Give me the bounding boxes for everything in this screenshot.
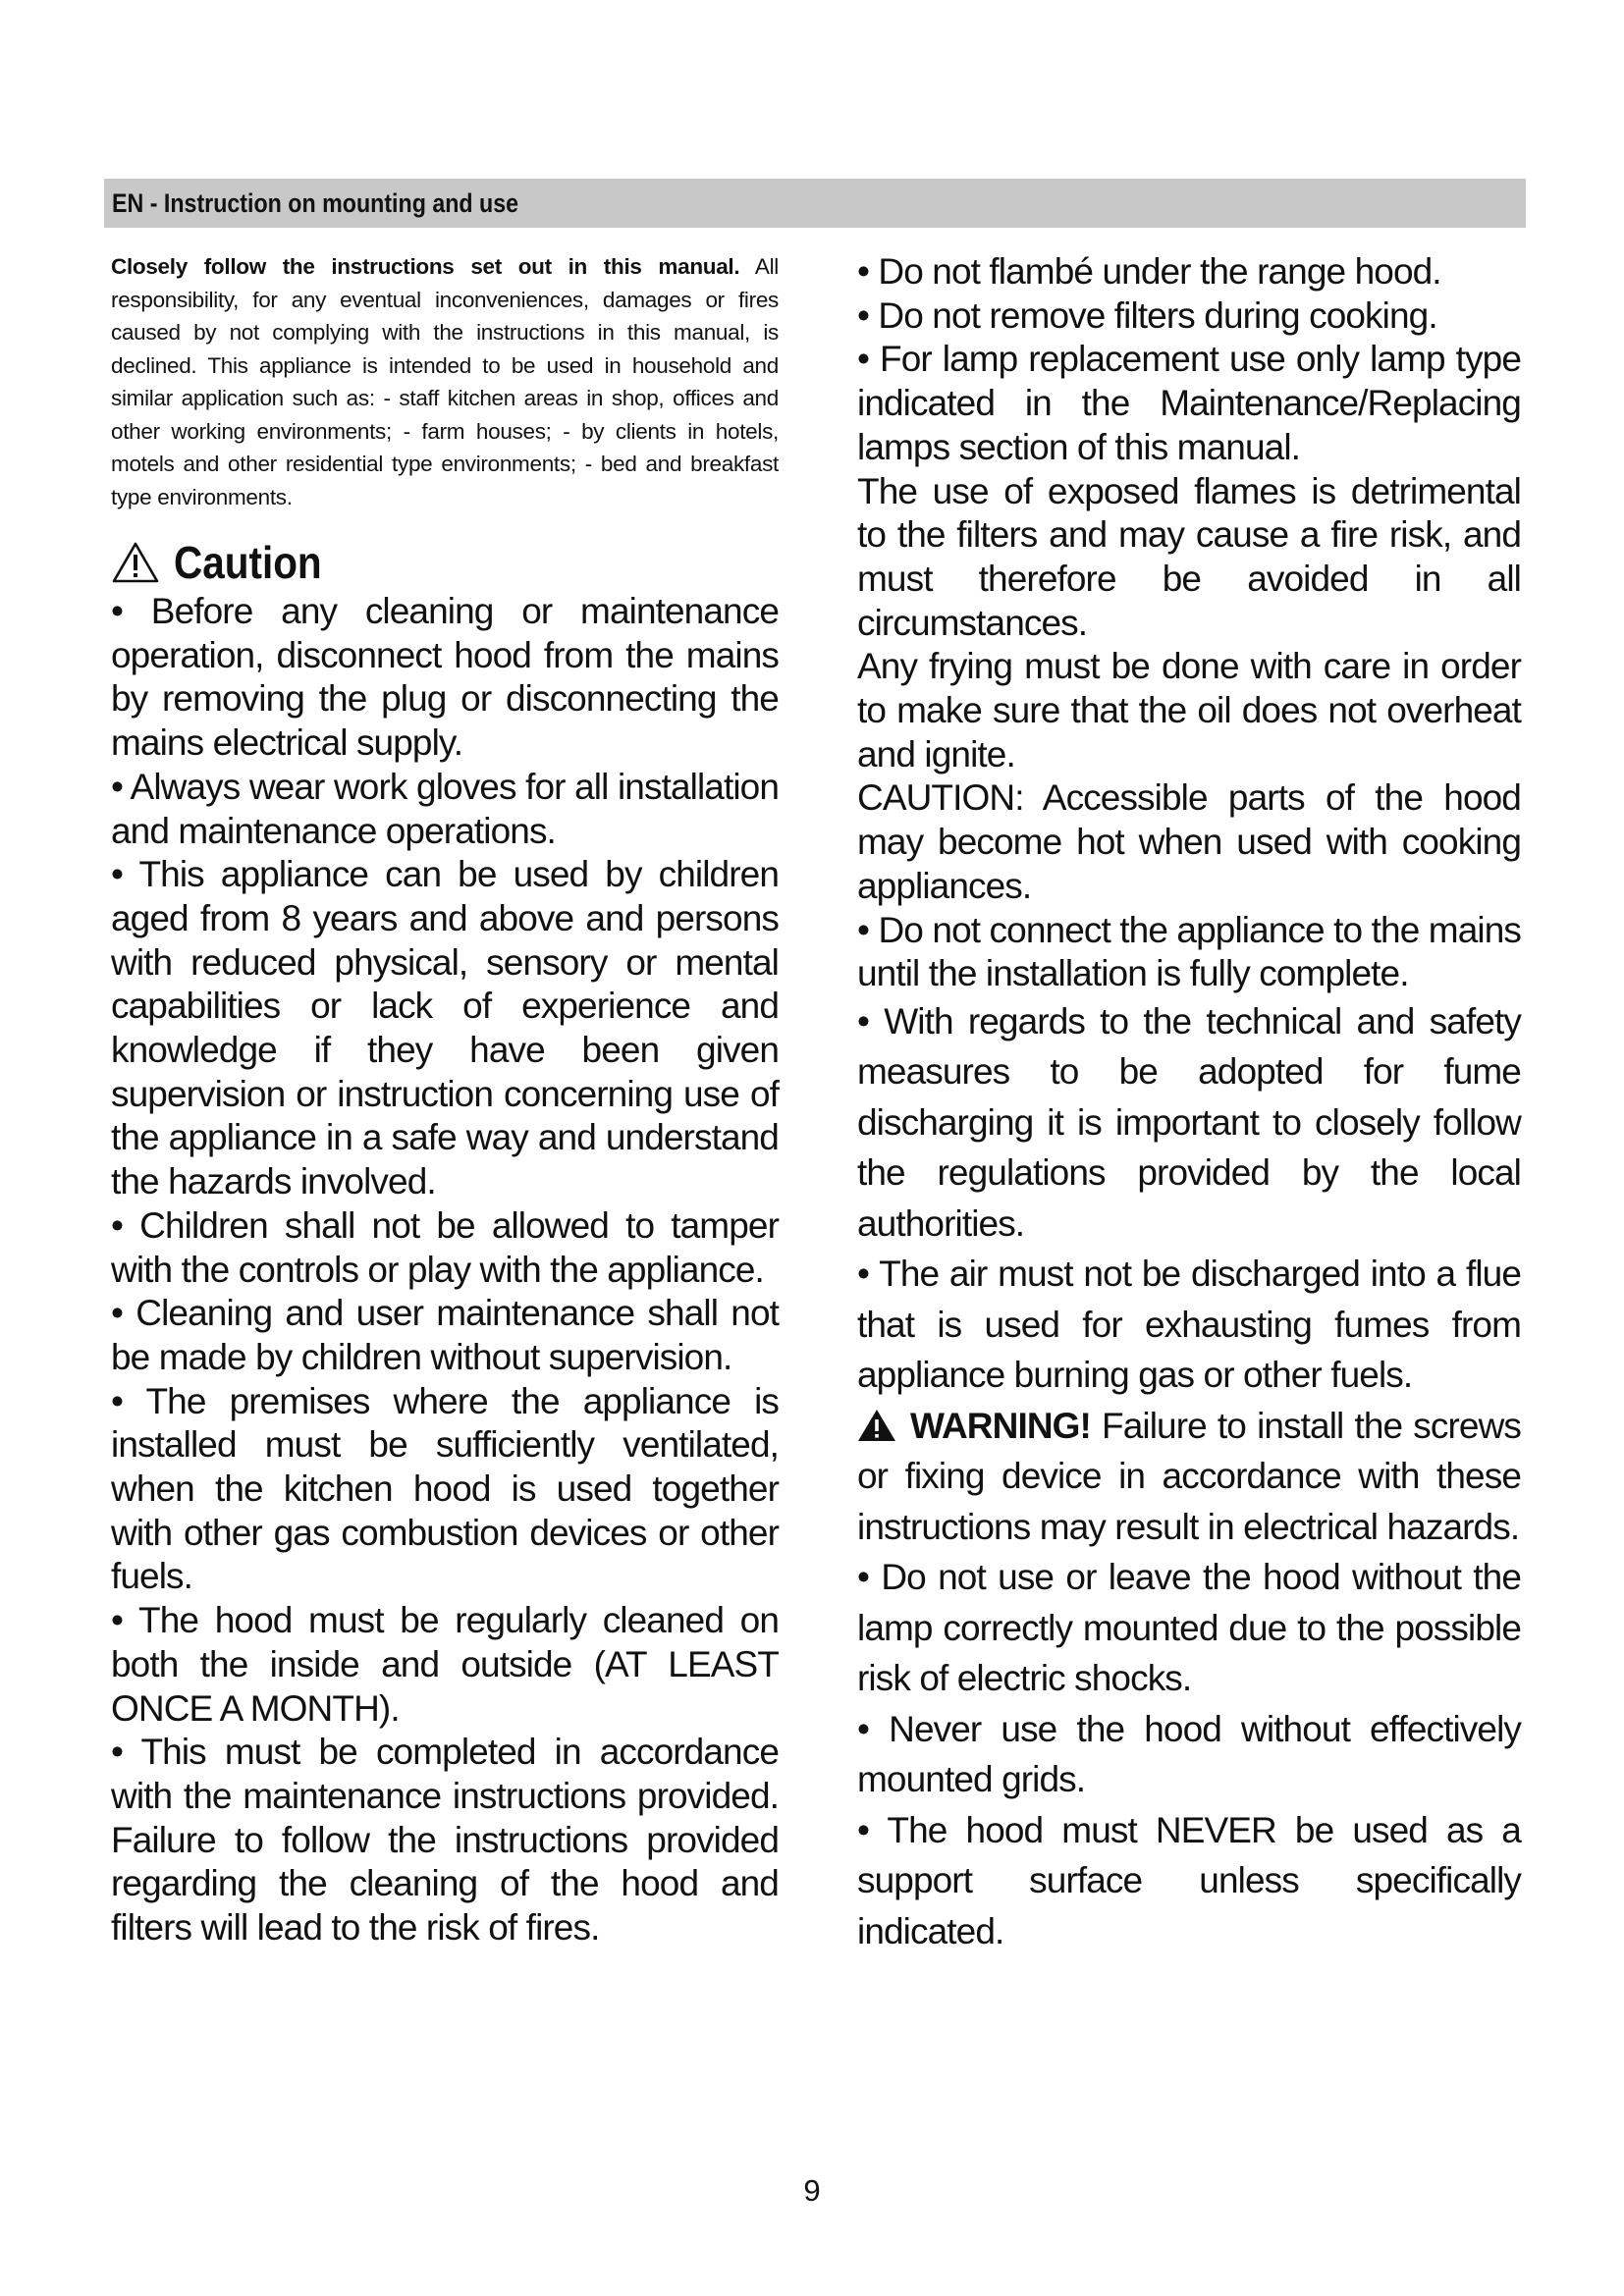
right-paragraph: CAUTION: Accessible parts of the hood may become hot when used with cooking appliances. — [857, 777, 1521, 906]
intro-text: All responsibility, for any eventual inconveniences, damages or fires caused by not complying with the instructions in this manual, is declined. This appliance is intended to be used in household and similar application such as: - staff kitchen areas in shop, offices and other working environments; - farm houses; - by clients in hotels, motels and other residential type environments; - bed and breakfast type environments. — [111, 254, 779, 509]
right-paragraph: • Do not remove filters during cooking. — [857, 294, 1437, 336]
left-paragraph: • Children shall not be allowed to tamper with the controls or play with the appliance. — [111, 1204, 779, 1290]
left-paragraph: • The premises where the appliance is installed must be sufficiently ventilated, when the kitchen hood is used together with other gas combustion devices or other fuels. — [111, 1380, 779, 1597]
left-paragraph: • The hood must be regularly cleaned on both the inside and outside (AT LEAST ONCE A MONTH). — [111, 1600, 779, 1729]
right-paragraph: • Do not flambé under the range hood. — [857, 251, 1441, 292]
page-number: 9 — [803, 2173, 821, 2208]
intro-lead: Closely follow the instructions set out in this manual. — [111, 254, 740, 279]
intro-paragraph — [111, 250, 779, 513]
right-paragraph: • With regards to the technical and safety measures to be adopted for fume discharging it is important to closely follow the regulations provided by the local authorities. — [857, 1000, 1521, 1244]
right-paragraph: • The air must not be discharged into a flue that is used for exhausting fumes from appliance burning gas or other fuels. — [857, 1254, 1521, 1396]
left-paragraph: • Cleaning and user maintenance shall not be made by children without supervision. — [111, 1293, 779, 1377]
caution-heading — [111, 535, 779, 590]
caution-title: Caution — [174, 537, 322, 588]
left-paragraph: • This appliance can be used by children aged from 8 years and above and persons with reduced physical, sensory or mental capabilities or lack of experience and knowledge if they have been given supervision or instruction concerning use of the appliance in a safe way and understand the hazards involved. — [111, 854, 779, 1202]
warning-paragraph — [857, 1401, 1521, 1553]
right-column — [857, 250, 1521, 1956]
right-paragraph: The use of exposed flames is detrimental to the filters and may cause a fire risk, and must therefore be avoided in all circumstances. — [857, 470, 1521, 643]
right-paragraph: • For lamp replacement use only lamp type indicated in the Maintenance/Replacing lamps section of this manual. — [857, 339, 1521, 467]
left-column — [111, 250, 779, 1950]
right-paragraph: • Do not use or leave the hood without the lamp correctly mounted due to the possible risk of electric shocks. — [857, 1557, 1521, 1699]
right-paragraph: • Never use the hood without effectively mounted grids. — [857, 1708, 1521, 1800]
left-paragraph: • Always wear work gloves for all installation and maintenance operations. — [111, 766, 779, 851]
right-paragraph: • The hood must NEVER be used as a support surface unless specifically indicated. — [857, 1809, 1521, 1951]
left-paragraph: • This must be completed in accordance with the maintenance instructions provided. Failure to follow the instructions provided regarding the cleaning of the hood and filters will lead to the risk of fires. — [111, 1732, 779, 1949]
left-paragraph: • Before any cleaning or maintenance operation, disconnect hood from the mains by removing the plug or disconnecting the mains electrical supply. — [111, 591, 779, 764]
warning-text: Failure to install the screws or fixing device in accordance with these instructions may result in electrical hazards. — [857, 1405, 1521, 1547]
section-header-title: EN - Instruction on mounting and use — [112, 187, 519, 218]
warning-triangle-outline-icon — [111, 541, 160, 584]
right-paragraph: Any frying must be done with care in order to make sure that the oil does not overheat and ignite. — [857, 646, 1521, 774]
warning-triangle-filled-icon — [857, 1409, 896, 1442]
warning-label: WARNING! — [910, 1405, 1091, 1446]
right-paragraph: • Do not connect the appliance to the mains until the installation is fully complete. — [857, 909, 1521, 994]
section-header-bar — [104, 179, 1526, 228]
